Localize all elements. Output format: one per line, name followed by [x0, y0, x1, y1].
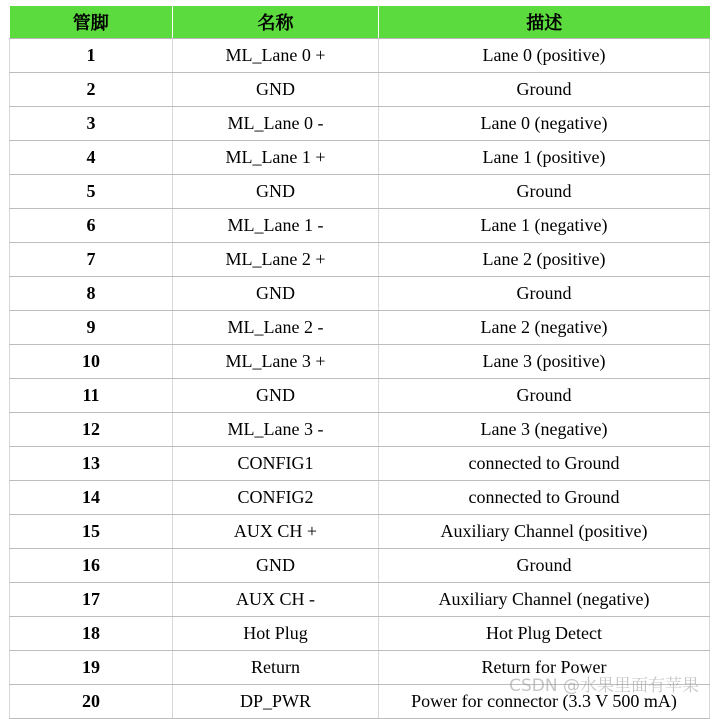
- name-cell: CONFIG2: [173, 481, 379, 515]
- pin-cell: 6: [10, 209, 173, 243]
- pin-cell: 19: [10, 651, 173, 685]
- pin-cell: 2: [10, 73, 173, 107]
- table-row: [10, 549, 710, 583]
- pin-cell: 18: [10, 617, 173, 651]
- description-cell: Ground: [379, 379, 710, 413]
- name-cell: ML_Lane 0 -: [173, 107, 379, 141]
- table-row: [10, 583, 710, 617]
- name-cell: ML_Lane 3 -: [173, 413, 379, 447]
- pin-table: [9, 6, 710, 719]
- name-cell: GND: [173, 277, 379, 311]
- table-row: [10, 413, 710, 447]
- description-cell: Ground: [379, 175, 710, 209]
- description-cell: Lane 2 (positive): [379, 243, 710, 277]
- table-row: [10, 515, 710, 549]
- description-cell: Ground: [379, 73, 710, 107]
- table-row: [10, 209, 710, 243]
- pin-cell: 14: [10, 481, 173, 515]
- description-cell: Lane 1 (negative): [379, 209, 710, 243]
- description-cell: Hot Plug Detect: [379, 617, 710, 651]
- name-cell: ML_Lane 2 +: [173, 243, 379, 277]
- pin-cell: 5: [10, 175, 173, 209]
- pin-cell: 3: [10, 107, 173, 141]
- header-pin: 管脚: [10, 6, 173, 39]
- name-cell: ML_Lane 2 -: [173, 311, 379, 345]
- description-cell: Power for connector (3.3 V 500 mA): [379, 685, 710, 719]
- pin-cell: 20: [10, 685, 173, 719]
- table-row: [10, 345, 710, 379]
- name-cell: DP_PWR: [173, 685, 379, 719]
- table-row: [10, 617, 710, 651]
- table-row: [10, 651, 710, 685]
- name-cell: AUX CH +: [173, 515, 379, 549]
- description-cell: Ground: [379, 277, 710, 311]
- description-cell: Return for Power: [379, 651, 710, 685]
- description-cell: Ground: [379, 549, 710, 583]
- table-row: [10, 175, 710, 209]
- name-cell: Hot Plug: [173, 617, 379, 651]
- name-cell: ML_Lane 0 +: [173, 39, 379, 73]
- pin-cell: 4: [10, 141, 173, 175]
- description-cell: Lane 1 (positive): [379, 141, 710, 175]
- name-cell: Return: [173, 651, 379, 685]
- description-cell: connected to Ground: [379, 481, 710, 515]
- description-cell: connected to Ground: [379, 447, 710, 481]
- table-row: [10, 481, 710, 515]
- name-cell: GND: [173, 73, 379, 107]
- pin-cell: 13: [10, 447, 173, 481]
- pin-cell: 15: [10, 515, 173, 549]
- table-body: [10, 39, 710, 719]
- watermark: CSDN @水果里面有苹果: [509, 676, 699, 696]
- description-cell: Lane 0 (positive): [379, 39, 710, 73]
- table-row: [10, 141, 710, 175]
- name-cell: GND: [173, 175, 379, 209]
- table-row: [10, 39, 710, 73]
- description-cell: Lane 3 (positive): [379, 345, 710, 379]
- table-row: [10, 685, 710, 719]
- pin-cell: 1: [10, 39, 173, 73]
- name-cell: GND: [173, 379, 379, 413]
- pin-cell: 7: [10, 243, 173, 277]
- table-row: [10, 107, 710, 141]
- name-cell: AUX CH -: [173, 583, 379, 617]
- table-row: [10, 379, 710, 413]
- description-cell: Auxiliary Channel (positive): [379, 515, 710, 549]
- name-cell: CONFIG1: [173, 447, 379, 481]
- name-cell: GND: [173, 549, 379, 583]
- description-cell: Auxiliary Channel (negative): [379, 583, 710, 617]
- pin-cell: 10: [10, 345, 173, 379]
- name-cell: ML_Lane 3 +: [173, 345, 379, 379]
- table-row: [10, 277, 710, 311]
- table-header-row: [10, 6, 710, 39]
- description-cell: Lane 2 (negative): [379, 311, 710, 345]
- name-cell: ML_Lane 1 -: [173, 209, 379, 243]
- pin-cell: 9: [10, 311, 173, 345]
- name-cell: ML_Lane 1 +: [173, 141, 379, 175]
- table-row: [10, 311, 710, 345]
- header-description: 描述: [379, 6, 710, 39]
- pin-cell: 12: [10, 413, 173, 447]
- table-row: [10, 447, 710, 481]
- table-row: [10, 243, 710, 277]
- table-row: [10, 73, 710, 107]
- header-name: 名称: [173, 6, 379, 39]
- description-cell: Lane 0 (negative): [379, 107, 710, 141]
- description-cell: Lane 3 (negative): [379, 413, 710, 447]
- pin-cell: 11: [10, 379, 173, 413]
- pin-cell: 8: [10, 277, 173, 311]
- pin-cell: 16: [10, 549, 173, 583]
- pin-cell: 17: [10, 583, 173, 617]
